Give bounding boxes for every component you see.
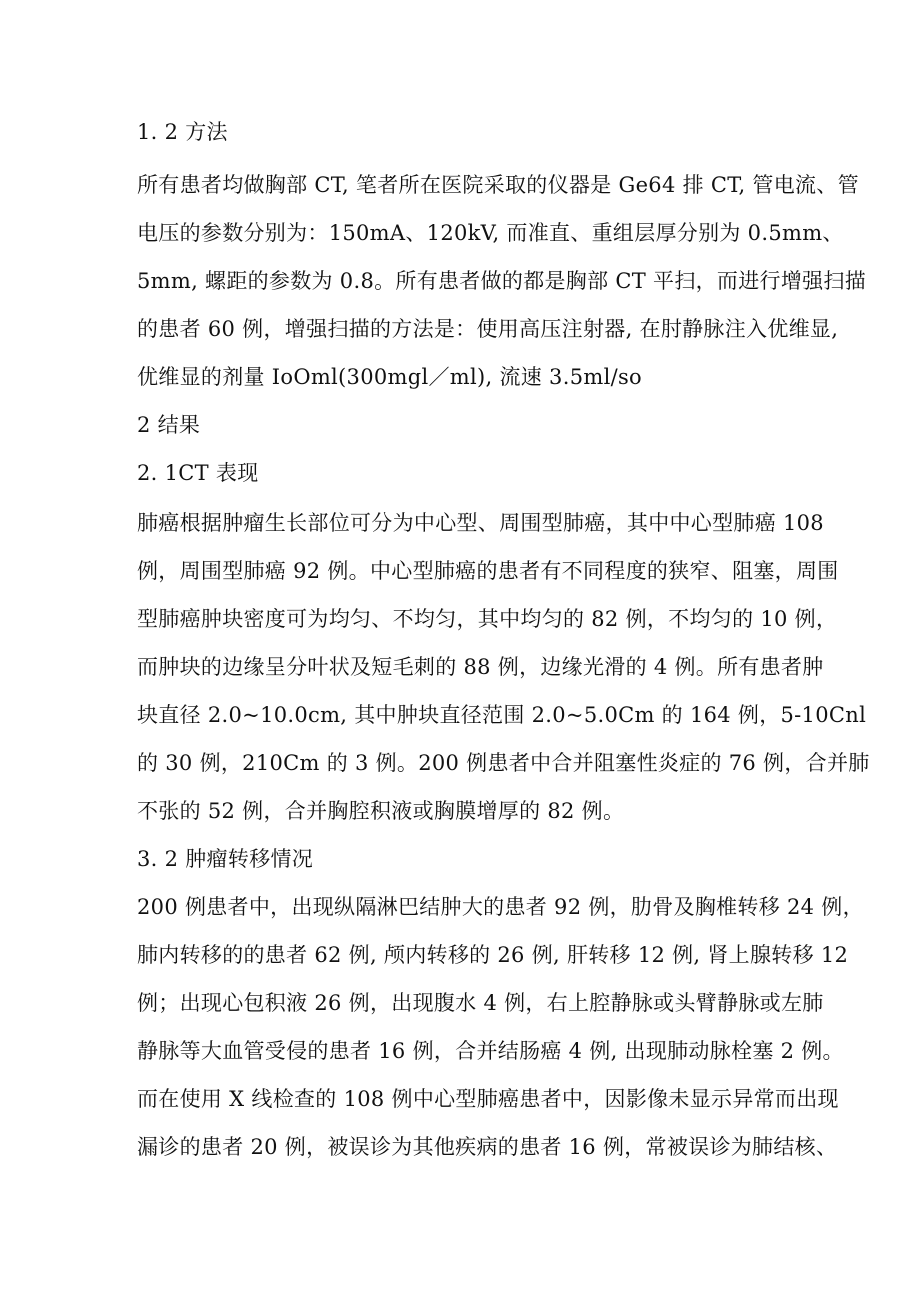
paragraph-line: 的 30 例，210Cm 的 3 例。200 例患者中合并阻塞性炎症的 76 例，合并肺 (137, 751, 870, 775)
paragraph-line: 5mm, 螺距的参数为 0.8。所有患者做的都是胸部 CT 平扫，而进行增强扫描 (137, 269, 867, 293)
paragraph-line: 例，周围型肺癌 92 例。中心型肺癌的患者有不同程度的狭窄、阻塞，周围 (137, 559, 839, 583)
paragraph-line: 块直径 2.0~10.0cm, 其中肿块直径范围 2.0~5.0Cm 的 164 例，5-10Cnl (137, 703, 867, 727)
paragraph-line: 所有患者均做胸部 CT, 笔者所在医院采取的仪器是 Ge64 排 CT, 管电流、管 (137, 173, 859, 197)
paragraph-line: 200 例患者中，出现纵隔淋巴结肿大的患者 92 例，肋骨及胸椎转移 24 例， (137, 895, 864, 919)
paragraph-line: 型肺癌肿块密度可为均匀、不均匀，其中均匀的 82 例，不均匀的 10 例， (137, 607, 838, 631)
paragraph-line: 的患者 60 例，增强扫描的方法是：使用高压注射器, 在肘静脉注入优维显, (137, 317, 839, 341)
section-heading-1-2: 1. 2 方法 (137, 120, 228, 144)
paragraph-line: 漏诊的患者 20 例，被误诊为其他疾病的患者 16 例，常被误诊为肺结核、 (137, 1135, 838, 1159)
paragraph-line: 肺内转移的的患者 62 例, 颅内转移的 26 例, 肝转移 12 例, 肾上腺转移 12 (137, 943, 849, 967)
section-heading-3-2: 3. 2 肿瘤转移情况 (137, 847, 314, 871)
paragraph-line: 静脉等大血管受侵的患者 16 例，合并结肠癌 4 例, 出现肺动脉栓塞 2 例。 (137, 1039, 844, 1063)
paragraph-line: 而肿块的边缘呈分叶状及短毛刺的 88 例，边缘光滑的 4 例。所有患者肿 (137, 655, 824, 679)
paragraph-line: 优维显的剂量 IoOml(300mgl／ml), 流速 3.5ml/so (137, 365, 642, 389)
paragraph-line: 而在使用 X 线检查的 108 例中心型肺癌患者中，因影像未显示异常而出现 (137, 1087, 839, 1111)
paragraph-line: 肺癌根据肿瘤生长部位可分为中心型、周围型肺癌，其中中心型肺癌 108 (137, 511, 824, 535)
paragraph-line: 电压的参数分别为：150mA、120kV, 而准直、重组层厚分别为 0.5mm、 (137, 221, 844, 245)
paragraph-line: 例；出现心包积液 26 例，出现腹水 4 例，右上腔静脉或头臂静脉或左肺 (137, 991, 824, 1015)
paragraph-line: 不张的 52 例，合并胸腔积液或胸膜增厚的 82 例。 (137, 799, 625, 823)
section-heading-2-1: 2. 1CT 表现 (137, 461, 259, 485)
section-heading-2: 2 结果 (137, 413, 201, 437)
